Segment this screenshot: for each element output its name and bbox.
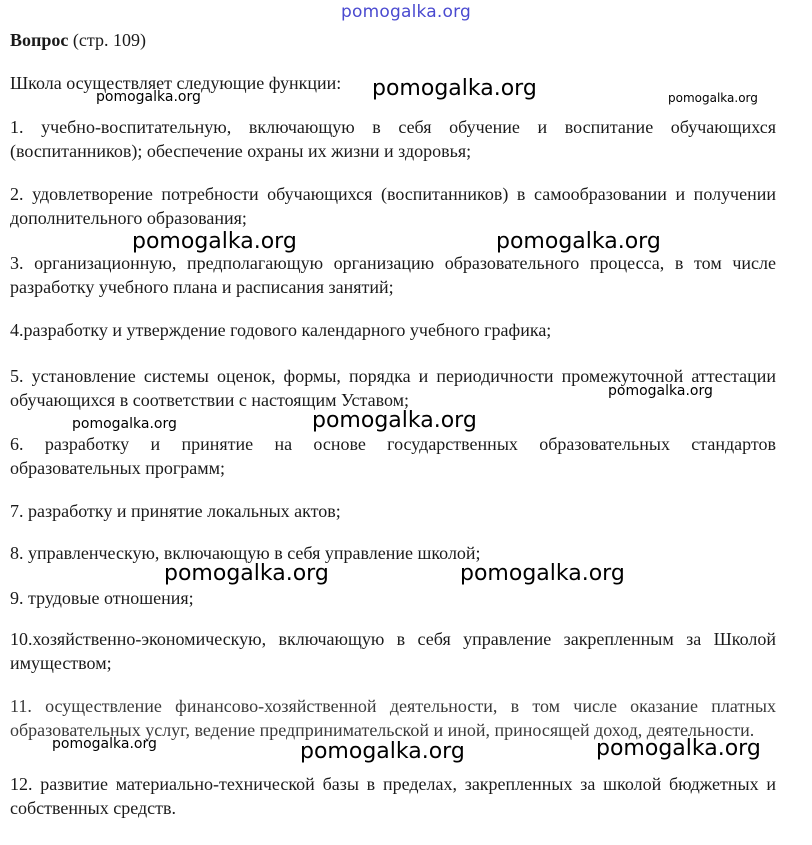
watermark: pomogalka.org [372, 76, 537, 101]
question-title-page: (стр. 109) [68, 30, 146, 50]
watermark: pomogalka.org [132, 229, 297, 254]
function-item-1: 1. учебно-воспитательную, включающую в себя обучение и воспитание обучающихся (воспитанников); обеспечение охраны их жизни и здоровья; [10, 117, 776, 161]
watermark: pomogalka.org [312, 408, 477, 433]
watermark: pomogalka.org [52, 736, 157, 752]
function-item-12: 12. развитие материально-технической базы в пределах, закрепленных за школой бюджетных и собственных средств. [10, 774, 776, 818]
watermark: pomogalka.org [608, 383, 713, 399]
watermark: pomogalka.org [96, 89, 201, 105]
watermark: pomogalka.org [460, 561, 625, 586]
function-item-10: 10.хозяйственно-экономическую, включающую в себя управление закрепленным за Школой имуществом; [10, 629, 776, 673]
question-title-bold: Вопрос [10, 30, 69, 50]
function-item-6: 6. разработку и принятие на основе государственных образовательных стандартов образовательных программ; [10, 434, 776, 478]
watermark: pomogalka.org [164, 561, 329, 586]
intro-text: Школа осуществляет следующие функции: [10, 73, 342, 93]
watermark: pomogalka.org [596, 736, 761, 761]
function-item-8: 8. управленческую, включающую в себя управление школой; [10, 543, 481, 563]
function-item-5: 5. установление системы оценок, формы, порядка и периодичности промежуточной аттестации обучающихся в соответствии с настоящим Уставом; [10, 366, 776, 410]
function-item-11: 11. осуществление финансово-хозяйственной деятельности, в том числе оказание платных образовательных услуг, ведение предпринимательской и иной, приносящей доход, деятельности. [10, 696, 776, 740]
function-item-2: 2. удовлетворение потребности обучающихся (воспитанников) в самообразовании и получении дополнительного образования; [10, 184, 776, 228]
question-title [10, 30, 146, 51]
function-item-4: 4.разработку и утверждение годового календарного учебного графика; [10, 320, 552, 340]
watermark: pomogalka.org [496, 229, 661, 254]
function-item-7: 7. разработку и принятие локальных актов; [10, 501, 341, 521]
header-watermark: pomogalka.org [341, 2, 471, 22]
function-item-9: 9. трудовые отношения; [10, 588, 194, 608]
watermark: pomogalka.org [72, 416, 177, 432]
function-item-3: 3. организационную, предполагающую организацию образовательного процесса, в том числе разработку учебного плана и расписания занятий; [10, 253, 776, 297]
watermark: pomogalka.org [668, 91, 758, 105]
watermark: pomogalka.org [300, 739, 465, 764]
